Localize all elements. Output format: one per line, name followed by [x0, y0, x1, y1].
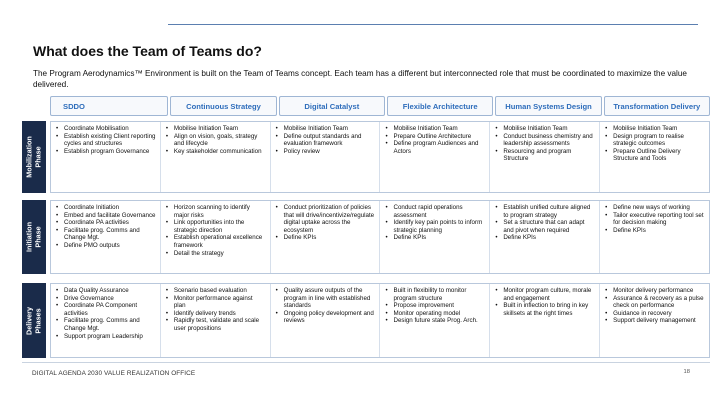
bullet-list [494, 287, 595, 317]
phase-cell [51, 122, 161, 192]
phase-label [22, 200, 46, 274]
bullet-list [165, 125, 266, 155]
bullet-item: • Mobilise Initiation Team [494, 125, 595, 133]
bullet-list [604, 287, 705, 325]
bullet-item: • Ongoing policy development and reviews [275, 310, 376, 325]
phase-label-text: Delivery Phases [24, 306, 42, 335]
bullet-list [55, 287, 156, 340]
phase-label [22, 283, 46, 358]
bullet-item: • Mobilise Initiation Team [165, 125, 266, 133]
bullet-item: • Rapidly test, validate and scale user propositions [165, 317, 266, 332]
phase-cell [51, 201, 161, 273]
bottom-rule [22, 362, 710, 363]
bullet-item: • Define KPIs [604, 227, 705, 235]
phase-cell [271, 284, 381, 357]
bullet-item: • Link opportunities into the strategic direction [165, 219, 266, 234]
phase-cell [490, 284, 600, 357]
bullet-item: • Prepare Outline Delivery Structure and Tools [604, 148, 705, 163]
bullet-list [494, 125, 595, 163]
bullet-item: • Define PMO outputs [55, 242, 156, 250]
bullet-list [165, 204, 266, 257]
phase-cell [380, 201, 490, 273]
phase-cell [380, 284, 490, 357]
bullet-list [494, 204, 595, 242]
bullet-item: • Assurance & recovery as a pulse check on performance [604, 295, 705, 310]
phase-cells [50, 283, 710, 358]
bullet-item: • Coordinate Initiation [55, 204, 156, 212]
bullet-item: • Mobilise Initiation Team [275, 125, 376, 133]
phase-cell [380, 122, 490, 192]
bullet-item: • Embed and facilitate Governance [55, 212, 156, 220]
top-rule [168, 24, 698, 25]
bullet-item: • Conduct rapid operations assessment [384, 204, 485, 219]
bullet-item: • Resourcing and program Structure [494, 148, 595, 163]
bullet-item: • Built in flexibility to monitor program structure [384, 287, 485, 302]
column-header: Digital Catalyst [279, 96, 385, 116]
column-header-row [50, 96, 710, 116]
phase-cell [51, 284, 161, 357]
bullet-item: • Establish program Governance [55, 148, 156, 156]
column-header: Human Systems Design [495, 96, 601, 116]
bullet-item: • Coordinate PA Component activities [55, 302, 156, 317]
slide-title: What does the Team of Teams do? [33, 43, 262, 59]
bullet-list [55, 204, 156, 250]
bullet-item: • Horizon scanning to identify major risks [165, 204, 266, 219]
bullet-list [604, 204, 705, 234]
bullet-item: • Coordinate PA activities [55, 219, 156, 227]
bullet-list [55, 125, 156, 155]
bullet-item: • Facilitate prog. Comms and Change Mgt. [55, 227, 156, 242]
bullet-item: • Identify delivery trends [165, 310, 266, 318]
bullet-item: • Prepare Outline Architecture [384, 133, 485, 141]
phase-cell [490, 201, 600, 273]
bullet-item: • Conduct prioritization of policies that will drive/incentivize/regulate digital uptake across the ecosystem [275, 204, 376, 234]
bullet-item: • Drive Governance [55, 295, 156, 303]
bullet-item: • Define KPIs [494, 234, 595, 242]
bullet-item: • Design future state Prog. Arch. [384, 317, 485, 325]
bullet-item: • Define KPIs [275, 234, 376, 242]
bullet-list [275, 287, 376, 325]
bullet-item: • Monitor operating model [384, 310, 485, 318]
bullet-item: • Scenario based evaluation [165, 287, 266, 295]
phase-cell [271, 201, 381, 273]
bullet-item: • Define new ways of working [604, 204, 705, 212]
bullet-item: • Mobilise Initiation Team [384, 125, 485, 133]
bullet-list [384, 204, 485, 242]
bullet-item: • Propose improvement [384, 302, 485, 310]
bullet-item: • Monitor program culture, morale and engagement [494, 287, 595, 302]
bullet-item: • Policy review [275, 148, 376, 156]
bullet-item: • Set a structure that can adapt and pivot when required [494, 219, 595, 234]
phase-label-text: Mobilization Phase [24, 136, 42, 178]
bullet-item: • Quality assure outputs of the program in line with established standards [275, 287, 376, 310]
phase-cell [161, 284, 271, 357]
footer-text: DIGITAL AGENDA 2030 VALUE REALIZATION OFFICE [32, 370, 196, 377]
bullet-item: • Data Quality Assurance [55, 287, 156, 295]
column-header: Continuous Strategy [170, 96, 276, 116]
bullet-list [165, 287, 266, 333]
phase-cell [490, 122, 600, 192]
bullet-item: • Coordinate Mobilisation [55, 125, 156, 133]
bullet-item: • Define output standards and evaluation framework [275, 133, 376, 148]
bullet-item: • Establish existing Client reporting cycles and structures [55, 133, 156, 148]
intro-text: The Program Aerodynamics™ Environment is built on the Team of Teams concept. Each team has a different but interconnected role that must be coordinated to maximize the value delivered. [33, 69, 687, 89]
phase-cell [161, 122, 271, 192]
bullet-item: • Define KPIs [384, 234, 485, 242]
bullet-item: • Align on vision, goals, strategy and lifecycle [165, 133, 266, 148]
phase-cells [50, 121, 710, 193]
bullet-list [604, 125, 705, 163]
page-number: 18 [683, 369, 690, 375]
phase-cell [600, 201, 709, 273]
bullet-item: • Guidance in recovery [604, 310, 705, 318]
bullet-item: • Monitor performance against plan [165, 295, 266, 310]
bullet-item: • Monitor delivery performance [604, 287, 705, 295]
bullet-list [384, 287, 485, 325]
phase-row-initiation [22, 200, 710, 274]
bullet-item: • Built in inflection to bring in key skillsets at the right times [494, 302, 595, 317]
phase-cell [271, 122, 381, 192]
bullet-item: • Key stakeholder communication [165, 148, 266, 156]
phase-row-mobilization [22, 121, 710, 193]
bullet-item: • Identify key pain points to inform strategic planning [384, 219, 485, 234]
bullet-item: • Establish unified culture aligned to program strategy [494, 204, 595, 219]
column-header: Flexible Architecture [387, 96, 493, 116]
phase-cells [50, 200, 710, 274]
bullet-list [275, 125, 376, 155]
column-header: Transformation Delivery [604, 96, 710, 116]
bullet-item: • Design program to realise strategic outcomes [604, 133, 705, 148]
bullet-item: • Mobilise Initiation Team [604, 125, 705, 133]
phase-row-delivery [22, 283, 710, 358]
bullet-item: • Support delivery management [604, 317, 705, 325]
phase-cell [600, 284, 709, 357]
phase-cell [161, 201, 271, 273]
bullet-list [275, 204, 376, 242]
phase-cell [600, 122, 709, 192]
column-header: SDDO [50, 96, 168, 116]
phase-label-text: Initiation Phase [24, 222, 42, 252]
bullet-item: • Define program Audiences and Actors [384, 140, 485, 155]
bullet-item: • Support program Leadership [55, 333, 156, 341]
bullet-item: • Tailor executive reporting tool set for decision making [604, 212, 705, 227]
bullet-list [384, 125, 485, 155]
phase-label [22, 121, 46, 193]
bullet-item: • Facilitate prog. Comms and Change Mgt. [55, 317, 156, 332]
bullet-item: • Detail the strategy [165, 250, 266, 258]
bullet-item: • Conduct business chemistry and leadership assessments [494, 133, 595, 148]
bullet-item: • Establish operational excellence framework [165, 234, 266, 249]
